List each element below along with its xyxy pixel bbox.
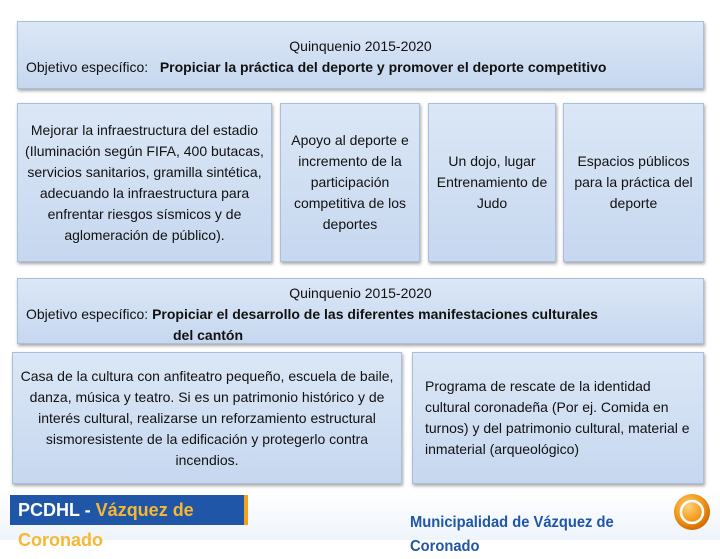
section1-title: Quinquenio 2015-2020 bbox=[289, 38, 432, 54]
pcdhl-logo-accent: Vázquez de Coronado bbox=[18, 500, 194, 550]
section1-item-sports-support bbox=[280, 103, 420, 262]
section1-item-text: Mejorar la infraestructura del estadio (Iluminación según FIFA, 400 butacas, servicios sanitarios, gramilla sintética, adecuando la infraestructura para enfrentar riesgos sísmicos y de aglomeración de público). bbox=[25, 121, 264, 243]
section2-objective-text: Propiciar el desarrollo de las diferentes manifestaciones culturales bbox=[152, 306, 598, 322]
section1-item-stadium bbox=[17, 103, 272, 262]
section2-header bbox=[17, 278, 704, 344]
municipality-logo-text: Municipalidad de Vázquez de Coronado bbox=[410, 514, 614, 555]
section1-item-text: Un dojo, lugar Entrenamiento de Judo bbox=[436, 153, 548, 211]
section1-objective-text: Propiciar la práctica del deporte y promover el deporte competitivo bbox=[159, 59, 607, 75]
orange-orb-logo-icon bbox=[672, 492, 712, 532]
section2-objective-label: Objetivo específico: bbox=[26, 306, 149, 322]
section1-item-text: Espacios públicos para la práctica del deporte bbox=[574, 153, 693, 211]
section1-objective-label: Objetivo específico: bbox=[26, 59, 149, 75]
section1-item-public-spaces bbox=[563, 103, 704, 262]
section2-item-identity-program bbox=[412, 352, 704, 484]
pcdhl-logo bbox=[10, 495, 248, 550]
section1-objective bbox=[18, 57, 703, 78]
section2-objective bbox=[18, 304, 703, 325]
section1-item-text: Apoyo al deporte e incremento de la participación competitiva de los deportes bbox=[291, 132, 409, 232]
section2-title: Quinquenio 2015-2020 bbox=[289, 285, 432, 301]
section2-item-culture-house bbox=[12, 352, 402, 484]
section2-objective-text-cont: del cantón bbox=[173, 327, 244, 343]
pcdhl-logo-main: PCDHL - bbox=[18, 500, 96, 520]
section2-item-text: Programa de rescate de la identidad cultural coronadeña (Por ej. Comida en turnos) y del patrimonio cultural, material e inmaterial (arqueológico) bbox=[425, 378, 690, 457]
section2-item-text: Casa de la cultura con anfiteatro pequeño, escuela de baile, danza, música y teatro. Si es un patrimonio histórico y de interés cultural, realizarse un reforzamiento estructural sismoresistente de la edificación y protegerlo contra incendios. bbox=[20, 367, 394, 468]
section1-header bbox=[17, 21, 704, 89]
section1-item-dojo bbox=[428, 103, 556, 262]
